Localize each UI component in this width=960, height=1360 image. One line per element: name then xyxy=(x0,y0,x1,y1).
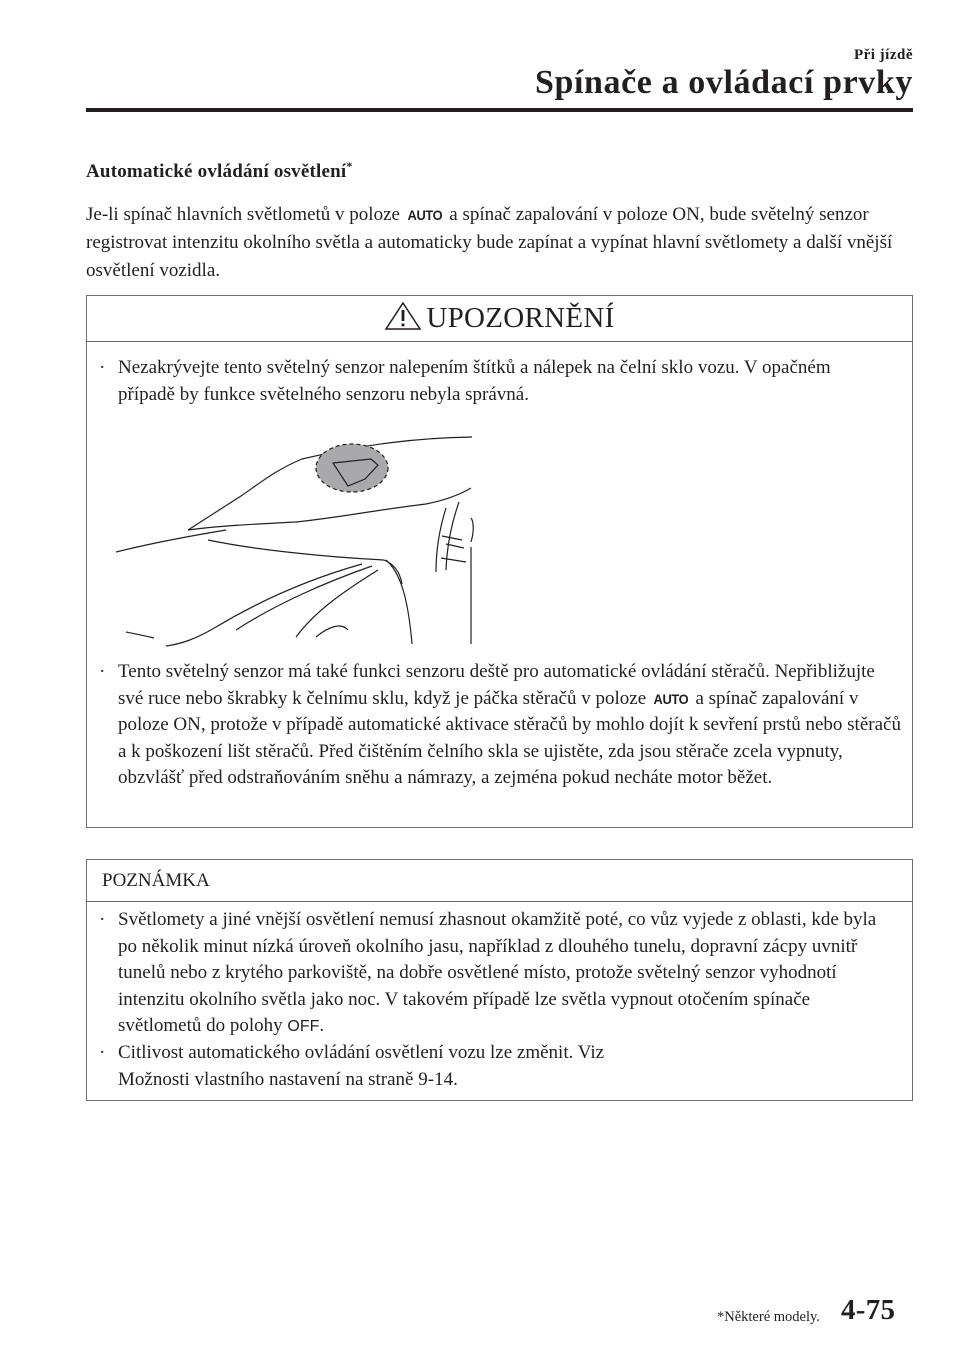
bullet-dot: · xyxy=(99,1042,106,1063)
section-title xyxy=(86,161,353,183)
bullet-dot: · xyxy=(99,909,106,930)
header-section: Při jízdě xyxy=(853,47,913,63)
note-bullet-1-text-2: . xyxy=(319,1015,325,1036)
warning-triangle-icon xyxy=(384,301,422,336)
warning-bullet-1 xyxy=(99,355,889,408)
warning-box xyxy=(86,295,913,828)
note-bullet-1-text xyxy=(118,907,897,1041)
note-box xyxy=(86,859,913,1101)
footnote: *Některé modely. xyxy=(717,1309,820,1325)
page-title: Spínače a ovládací prvky xyxy=(534,64,913,101)
off-position-label: OFF xyxy=(287,1018,320,1035)
page-number: 4-75 xyxy=(841,1294,896,1326)
warning-bullet-2-text-1: Tento světelný senzor má také funkci senzoru deště pro automatické ovládání stěračů. Nepřibližujte své ruce nebo škrabky k čelnímu sklu, když je páčka stěračů v poloze xyxy=(118,661,875,709)
warning-bullet-2 xyxy=(99,659,904,792)
footnote-marker: * xyxy=(346,159,353,173)
section-title-text: Automatické ovládání osvětlení xyxy=(86,161,347,182)
warning-header xyxy=(87,296,912,342)
note-bullet-2 xyxy=(99,1040,659,1093)
warning-bullet-2-text xyxy=(118,659,904,792)
warning-title: UPOZORNĚNÍ xyxy=(426,302,615,334)
intro-text-1: Je-li spínač hlavních světlometů v poloze xyxy=(86,204,400,225)
note-bullet-2-text: Citlivost automatického ovládání osvětlení vozu lze změnit. Viz Možnosti vlastního nastavení na straně 9-14. xyxy=(118,1042,605,1090)
warning-bullet-2-text-2: a spínač zapalování v poloze ON, protože v případě automatické aktivace stěračů by mohlo dojít k sevření prstů nebo stěračů a k poškození lišt stěračů. Před čištěním čelního skla se ujistěte, zda jsou stěrače zcela vypnuty, obzvlášť před odstraňováním sněhu a námrazy, a zejména pokud necháte motor běžet. xyxy=(118,687,901,788)
windshield-sensor-illustration xyxy=(116,432,476,652)
auto-position-label: AUTO xyxy=(407,207,443,223)
note-bullet-1 xyxy=(99,907,897,1041)
intro-paragraph xyxy=(86,201,906,285)
note-header: POZNÁMKA xyxy=(87,860,912,902)
bullet-dot: · xyxy=(99,661,106,682)
bullet-dot: · xyxy=(99,357,106,378)
intro-text-2: a spínač zapalování v poloze ON, bude světelný senzor registrovat intenzitu okolního světla a automaticky bude zapínat a vypínat hlavní světlomety a další vnější osvětlení vozidla. xyxy=(86,204,893,281)
header-rule xyxy=(86,108,913,112)
auto-position-label: AUTO xyxy=(653,690,689,707)
warning-bullet-1-text: Nezakrývejte tento světelný senzor nalepením štítků a nálepek na čelní sklo vozu. V opačném případě by funkce světelného senzoru nebyla správná. xyxy=(118,357,831,405)
note-bullet-1-text-1: Světlomety a jiné vnější osvětlení nemusí zhasnout okamžitě poté, co vůz vyjede z oblasti, kde byla po několik minut nízká úroveň okolního jasu, například z dlouhého tunelu, dopravní zácpy uvnitř tunelů nebo z krytého parkoviště, na dobře osvětlené místo, protože světelný senzor vyhodnotí intenzitu okolního světla jako noc. V takovém případě lze světla vypnout otočením spínače světlometů do polohy xyxy=(118,909,877,1036)
